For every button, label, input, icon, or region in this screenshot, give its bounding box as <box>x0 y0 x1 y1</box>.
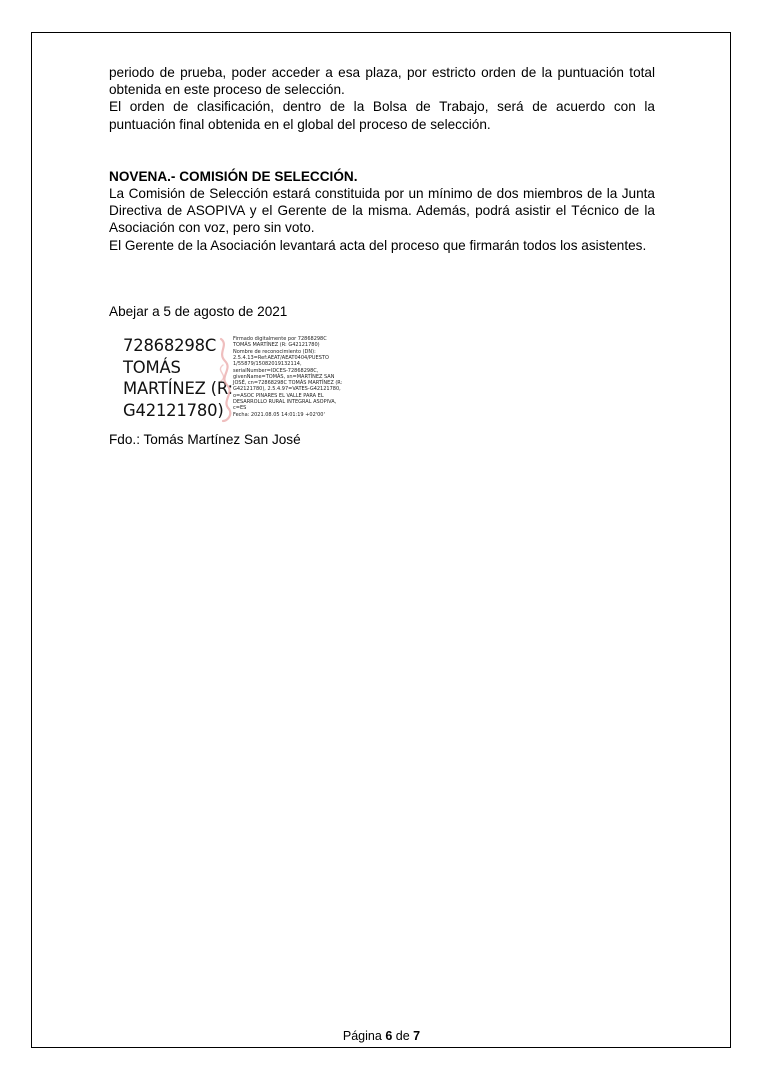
signature-detail-line: JOSÉ, cn=72868298C TOMÁS MARTÍNEZ (R: <box>233 380 343 387</box>
signature-name-line: MARTÍNEZ (R: <box>123 379 233 399</box>
signature-name-line: TOMÁS <box>123 357 181 377</box>
signature-name-line: 72868298C <box>123 336 217 356</box>
footer-page-current: 6 <box>385 1029 393 1043</box>
signature-detail-line: 2.5.4.13=Ref:AEAT/AEAT0404/PUESTO <box>233 354 329 361</box>
signature-detail-line: 1/55879/15082019132114, <box>233 361 302 368</box>
paragraph-commission-minutes: El Gerente de la Asociación levantará acta del proceso que firmarán todos los asistentes. <box>109 237 647 253</box>
signature-detail-line: givenName=TOMÁS, sn=MARTÍNEZ SAN <box>233 373 335 380</box>
footer-page-word: Página <box>342 1029 382 1043</box>
digital-signature-stamp <box>123 335 655 425</box>
document-body <box>109 64 655 448</box>
paragraph-ranking-order: El orden de clasificación, dentro de la Bolsa de Trabajo, será de acuerdo con la puntuación final obtenida en el global del proceso de selección. <box>109 99 655 132</box>
signature-certificate-details <box>233 336 343 418</box>
footer-page-total: 7 <box>413 1029 421 1043</box>
page-footer <box>0 1029 763 1044</box>
signature-detail-line: Firmado digitalmente por 72868298C <box>233 336 327 343</box>
footer-of-word: de <box>395 1029 410 1043</box>
signature-detail-line: Fecha: 2021.08.05 14:01:19 +02'00' <box>233 411 325 418</box>
paragraph-continuation: periodo de prueba, poder acceder a esa plaza, por estricto orden de la puntuación total obtenida en este proceso de selección. <box>109 65 655 98</box>
paragraph-commission-composition: La Comisión de Selección estará constituida por un mínimo de dos miembros de la Junta Directiva de ASOPIVA y el Gerente de la misma. Además, podrá asistir el Técnico de la Asociación con voz, pero sin voto. <box>109 186 655 236</box>
signature-detail-line: c=ES <box>233 405 247 412</box>
signature-detail-line: TOMÁS MARTÍNEZ (R: G42121780) <box>233 342 320 349</box>
signed-by-line: Fdo.: Tomás Martínez San José <box>109 432 301 448</box>
section-heading-novena: NOVENA.- COMISIÓN DE SELECCIÓN. <box>109 168 358 184</box>
signature-detail-line: G42121780), 2.5.4.97=VATES-G42121780, <box>233 386 341 393</box>
place-and-date: Abejar a 5 de agosto de 2021 <box>109 303 288 319</box>
signature-detail-line: serialNumber=IDCES-72868298C, <box>233 367 319 374</box>
signature-name-line: G42121780) <box>123 400 224 420</box>
signature-detail-line: o=ASOC PINARES EL VALLE PARA EL <box>233 392 324 399</box>
signature-detail-line: DESARROLLO RURAL INTEGRAL ASOPIVA, <box>233 399 337 405</box>
signature-detail-line: Nombre de reconocimiento (DN): <box>233 348 316 355</box>
